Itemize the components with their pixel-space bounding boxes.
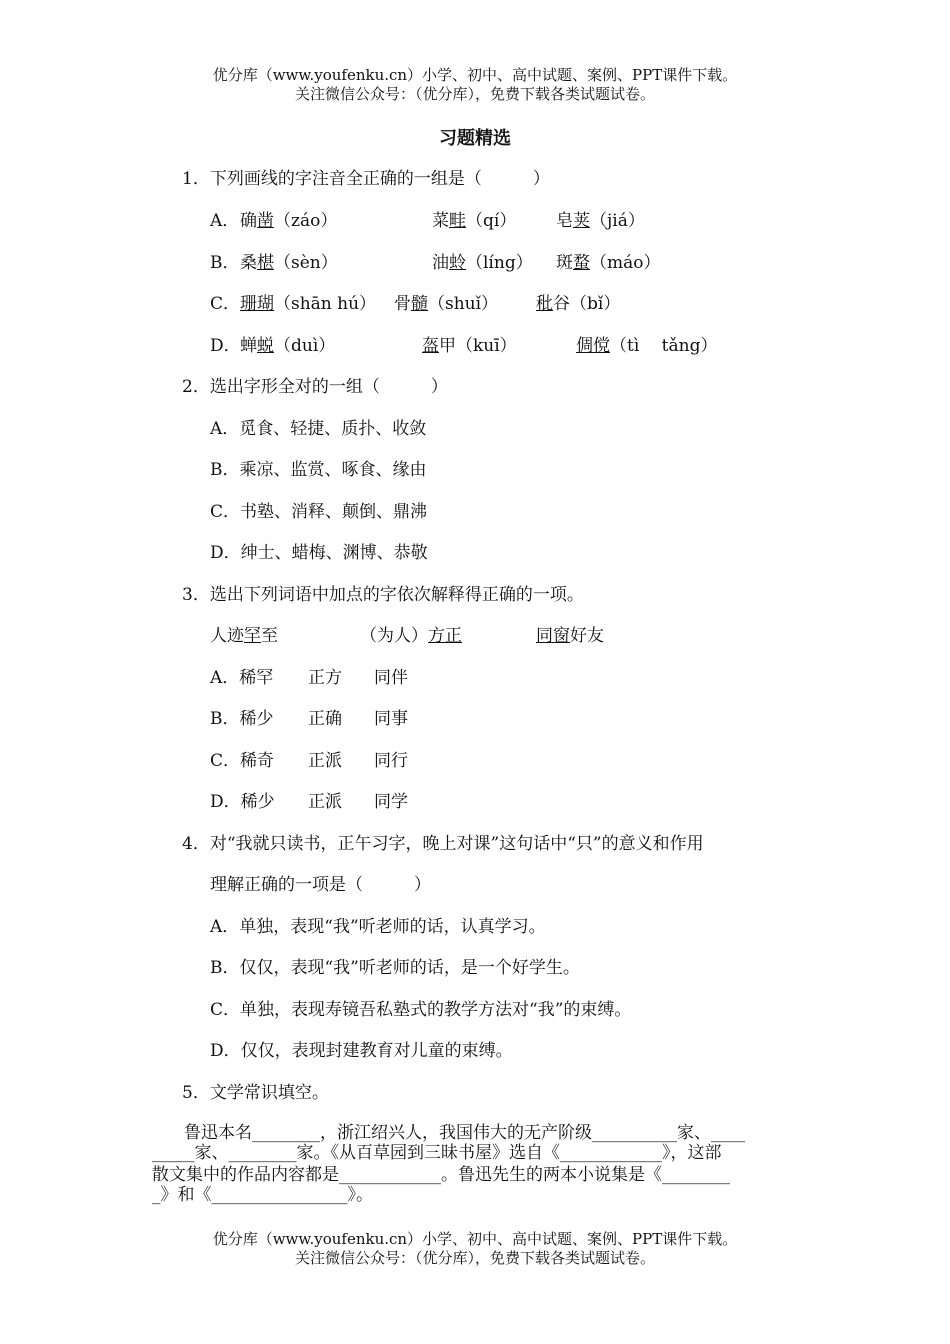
term-text: （为人） (360, 626, 428, 646)
word: 蝉 (240, 336, 257, 356)
q4-stem-line-1: 4．对“我就只读书，正午习字，晚上对课”这句话中“只”的意义和作用 (182, 834, 704, 854)
pinyin: （tì tǎng） (610, 336, 718, 356)
word: 桑 (240, 253, 257, 273)
pinyin: （sèn） (274, 253, 338, 273)
q2-option-c: C．书塾、消释、颠倒、鼎沸 (210, 502, 428, 522)
pinyin: （bǐ） (570, 294, 621, 314)
term-text: 至 (261, 626, 278, 646)
option-cell: 正派 (308, 792, 342, 812)
option-cell: A．稀罕 (210, 668, 274, 688)
option-cell: B．稀少 (210, 709, 274, 729)
pinyin: （duì） (274, 336, 336, 356)
underlined-char: 秕 (536, 294, 553, 314)
underlined-char: 蝥 (573, 253, 590, 273)
q5-stem: 5．文学常识填空。 (182, 1083, 329, 1103)
dotted-char: 方正 (428, 626, 462, 646)
term-text: 人迹 (210, 626, 244, 646)
page-title: 习题精选 (439, 128, 511, 149)
option-cell: C．稀奇 (210, 751, 275, 771)
pinyin: （shuǐ） (428, 294, 499, 314)
q1-stem: 1．下列画线的字注音全正确的一组是（ ） (182, 169, 550, 189)
q3-stem: 3．选出下列词语中加点的字依次解释得正确的一项。 (182, 585, 584, 605)
option-label: A． (210, 211, 240, 231)
q4-option-b: B．仅仅，表现“我”听老师的话，是一个好学生。 (210, 958, 580, 978)
term-text: 好友 (570, 626, 604, 646)
q2-stem: 2．选出字形全对的一组（ ） (182, 377, 448, 397)
underlined-char: 蛉 (449, 253, 466, 273)
dotted-char: 罕 (244, 626, 261, 646)
underlined-char: 盔 (422, 336, 439, 356)
option-label: B． (210, 253, 240, 273)
dotted-char: 同窗 (536, 626, 570, 646)
q2-option-d: D．绅士、蜡梅、渊博、恭敬 (210, 543, 428, 563)
q4-stem-line-2: 理解正确的一项是（ ） (210, 875, 431, 895)
word: 谷 (553, 294, 570, 314)
pinyin: （qí） (466, 211, 517, 231)
option-cell: 同学 (374, 792, 408, 812)
option-cell: 同伴 (374, 668, 408, 688)
q5-line-2: _____家、________家。《从百草园到三昧书屋》选自《____________》，这部 (152, 1143, 722, 1163)
q4-option-c: C．单独，表现寿镜吾私塾式的教学方法对“我”的束缚。 (210, 1000, 632, 1020)
q5-line-1: 鲁迅本名________，浙江绍兴人，我国伟大的无产阶级__________家、____ (184, 1123, 745, 1143)
option-cell: 同行 (374, 751, 408, 771)
option-label: C． (210, 294, 241, 314)
underlined-char: 畦 (449, 211, 466, 231)
pinyin: （kuī） (456, 336, 517, 356)
option-cell: 正方 (308, 668, 342, 688)
word: 甲 (439, 336, 456, 356)
pinyin: （jiá） (590, 211, 645, 231)
word: 骨 (394, 294, 411, 314)
word: 斑 (556, 253, 573, 273)
option-label: D． (210, 336, 241, 356)
pinyin: （líng） (466, 253, 533, 273)
pinyin: （máo） (590, 253, 661, 273)
underlined-char: 椹 (257, 253, 274, 273)
underlined-char: 珊瑚 (240, 294, 274, 314)
footer-line-1: 优分库（www.youfenku.cn）小学、初中、高中试题、案例、PPT课件下载。 (212, 1230, 738, 1248)
word: 确 (240, 211, 257, 231)
pinyin: （záo） (274, 211, 338, 231)
header-line-1: 优分库（www.youfenku.cn）小学、初中、高中试题、案例、PPT课件下载。 (212, 66, 738, 84)
word: 油 (432, 253, 449, 273)
underlined-char: 荚 (573, 211, 590, 231)
q2-option-b: B．乘凉、监赏、啄食、缘由 (210, 460, 427, 480)
header-line-2: 关注微信公众号：（优分库），免费下载各类试题试卷。 (294, 85, 655, 103)
q5-line-3: 散文集中的作品内容都是____________。鲁迅先生的两本小说集是《________ (152, 1165, 730, 1185)
underlined-char: 蜕 (257, 336, 274, 356)
underlined-char: 凿 (257, 211, 274, 231)
q4-option-d: D．仅仅，表现封建教育对儿童的束缚。 (210, 1041, 513, 1061)
footer-line-2: 关注微信公众号：（优分库），免费下载各类试题试卷。 (294, 1249, 655, 1267)
option-cell: 正确 (308, 709, 342, 729)
q4-option-a: A．单独，表现“我”听老师的话，认真学习。 (210, 917, 546, 937)
word: 皂 (556, 211, 573, 231)
q5-line-4: _》和《________________》。 (152, 1185, 373, 1205)
word: 菜 (432, 211, 449, 231)
option-cell: D．稀少 (210, 792, 275, 812)
option-cell: 同事 (374, 709, 408, 729)
underlined-char: 倜傥 (576, 336, 610, 356)
q2-option-a: A．觅食、轻捷、质扑、收敛 (210, 419, 427, 439)
option-cell: 正派 (308, 751, 342, 771)
underlined-char: 髓 (411, 294, 428, 314)
pinyin: （shān hú） (274, 294, 377, 314)
